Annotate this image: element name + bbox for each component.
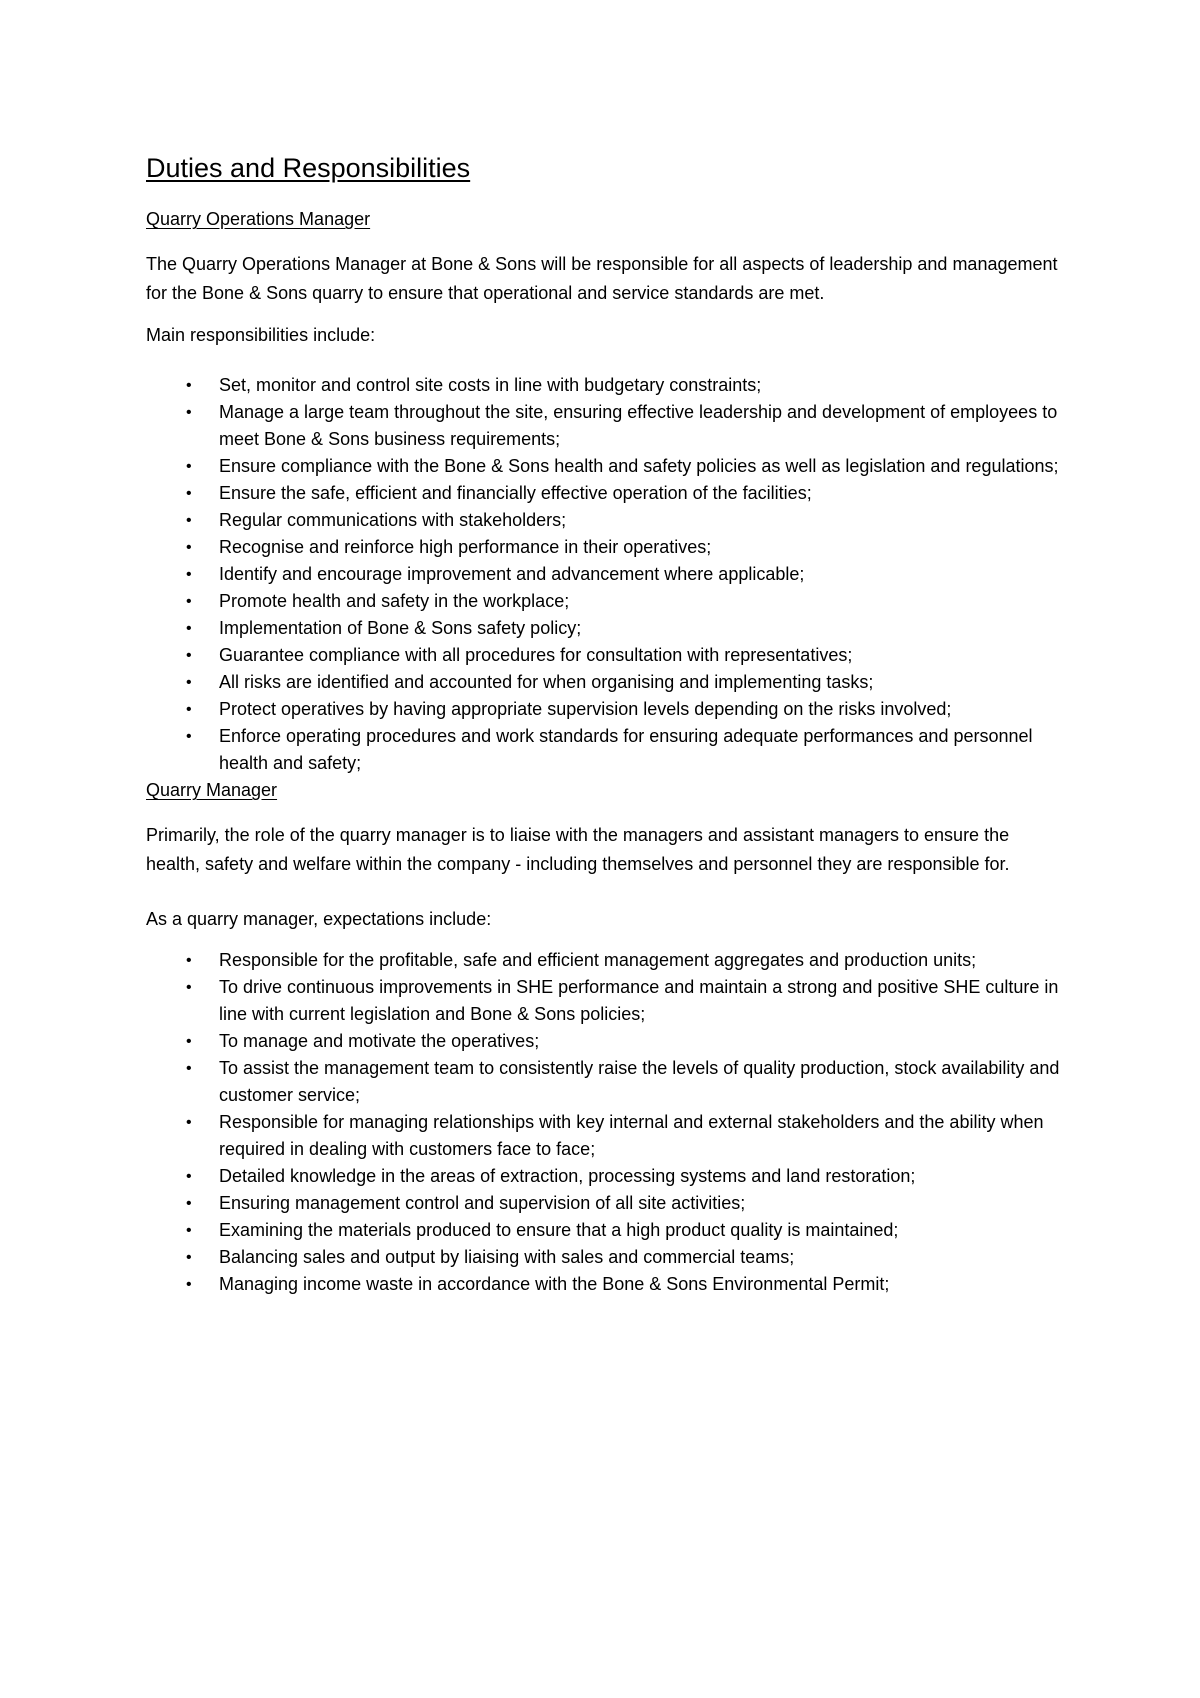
bullet-icon: •	[186, 512, 192, 529]
list-item: • Promote health and safety in the workplace;	[146, 588, 1066, 615]
list-item: • Examining the materials produced to ensure that a high product quality is maintained;	[146, 1217, 1066, 1244]
bullet-icon: •	[186, 979, 192, 996]
bullet-icon: •	[186, 458, 192, 475]
list-item: • Ensure compliance with the Bone & Sons health and safety policies as well as legislation and regulations;	[146, 453, 1066, 480]
list-item: • Manage a large team throughout the site, ensuring effective leadership and development of employees to meet Bone & Sons business requirements;	[146, 399, 1066, 453]
list-item: • Guarantee compliance with all procedures for consultation with representatives;	[146, 642, 1066, 669]
document-body	[146, 150, 1066, 1298]
bullet-icon: •	[186, 377, 192, 394]
section-intro-paragraph: The Quarry Operations Manager at Bone & Sons will be responsible for all aspects of leadership and management for the Bone & Sons quarry to ensure that operational and service standards are met.	[146, 254, 1058, 303]
bullet-icon: •	[186, 404, 192, 421]
list-item: • Implementation of Bone & Sons safety policy;	[146, 615, 1066, 642]
bullet-icon: •	[186, 728, 192, 745]
bullet-icon: •	[186, 647, 192, 664]
list-item: • Regular communications with stakeholders;	[146, 507, 1066, 534]
bullet-icon: •	[186, 566, 192, 583]
bullet-icon: •	[186, 485, 192, 502]
list-item: • Set, monitor and control site costs in line with budgetary constraints;	[146, 372, 1066, 399]
list-item: • Balancing sales and output by liaising with sales and commercial teams;	[146, 1244, 1066, 1271]
section-heading: Quarry Operations Manager	[146, 209, 371, 229]
section-intro-paragraph: Primarily, the role of the quarry manager is to liaise with the managers and assistant managers to ensure the health, safety and welfare within the company - including themselves and personnel they are responsible for.	[146, 825, 1010, 874]
section-heading: Quarry Manager	[146, 780, 278, 800]
bullet-icon: •	[186, 1168, 192, 1185]
bullet-icon: •	[186, 1249, 192, 1266]
list-item: • Ensuring management control and supervision of all site activities;	[146, 1190, 1066, 1217]
responsibilities-list	[146, 372, 1066, 534]
bullet-icon: •	[186, 674, 192, 691]
list-item: • To drive continuous improvements in SHE performance and maintain a strong and positive SHE culture in line with current legislation and Bone & Sons policies;	[146, 974, 1066, 1028]
list-item: • Responsible for managing relationships with key internal and external stakeholders and the ability when required in dealing with customers face to face;	[146, 1109, 1066, 1163]
list-intro: Main responsibilities include:	[146, 325, 376, 345]
bullet-icon: •	[186, 952, 192, 969]
document-title: Duties and Responsibilities	[146, 153, 471, 183]
bullet-icon: •	[186, 593, 192, 610]
list-item: • Identify and encourage improvement and advancement where applicable;	[146, 561, 1066, 588]
list-item: • All risks are identified and accounted for when organising and implementing tasks;	[146, 669, 1066, 696]
list-item: • Detailed knowledge in the areas of extraction, processing systems and land restoration;	[146, 1163, 1066, 1190]
list-intro: As a quarry manager, expectations include:	[146, 909, 492, 929]
list-item: • Protect operatives by having appropriate supervision levels depending on the risks involved;	[146, 696, 1066, 723]
bullet-icon: •	[186, 620, 192, 637]
bullet-icon: •	[186, 1276, 192, 1293]
list-item: • Responsible for the profitable, safe and efficient management aggregates and production units;	[146, 947, 1066, 974]
list-item: • To manage and motivate the operatives;	[146, 1028, 1066, 1055]
bullet-icon: •	[186, 1195, 192, 1212]
bullet-icon: •	[186, 1222, 192, 1239]
bullet-icon: •	[186, 701, 192, 718]
list-item: • Ensure the safe, efficient and financially effective operation of the facilities;	[146, 480, 1066, 507]
responsibilities-list-continued	[146, 534, 1066, 777]
bullet-icon: •	[186, 1033, 192, 1050]
list-item: • Recognise and reinforce high performance in their operatives;	[146, 534, 1066, 561]
section-quarry-manager	[146, 777, 1066, 1298]
bullet-icon: •	[186, 539, 192, 556]
list-item: • Managing income waste in accordance with the Bone & Sons Environmental Permit;	[146, 1271, 1066, 1298]
list-item: • Enforce operating procedures and work standards for ensuring adequate performances and personnel health and safety;	[146, 723, 1066, 777]
list-item: • To assist the management team to consistently raise the levels of quality production, stock availability and customer service;	[146, 1055, 1066, 1109]
bullet-icon: •	[186, 1114, 192, 1131]
section-quarry-operations-manager	[146, 206, 1066, 777]
expectations-list	[146, 947, 1066, 1298]
bullet-icon: •	[186, 1060, 192, 1077]
